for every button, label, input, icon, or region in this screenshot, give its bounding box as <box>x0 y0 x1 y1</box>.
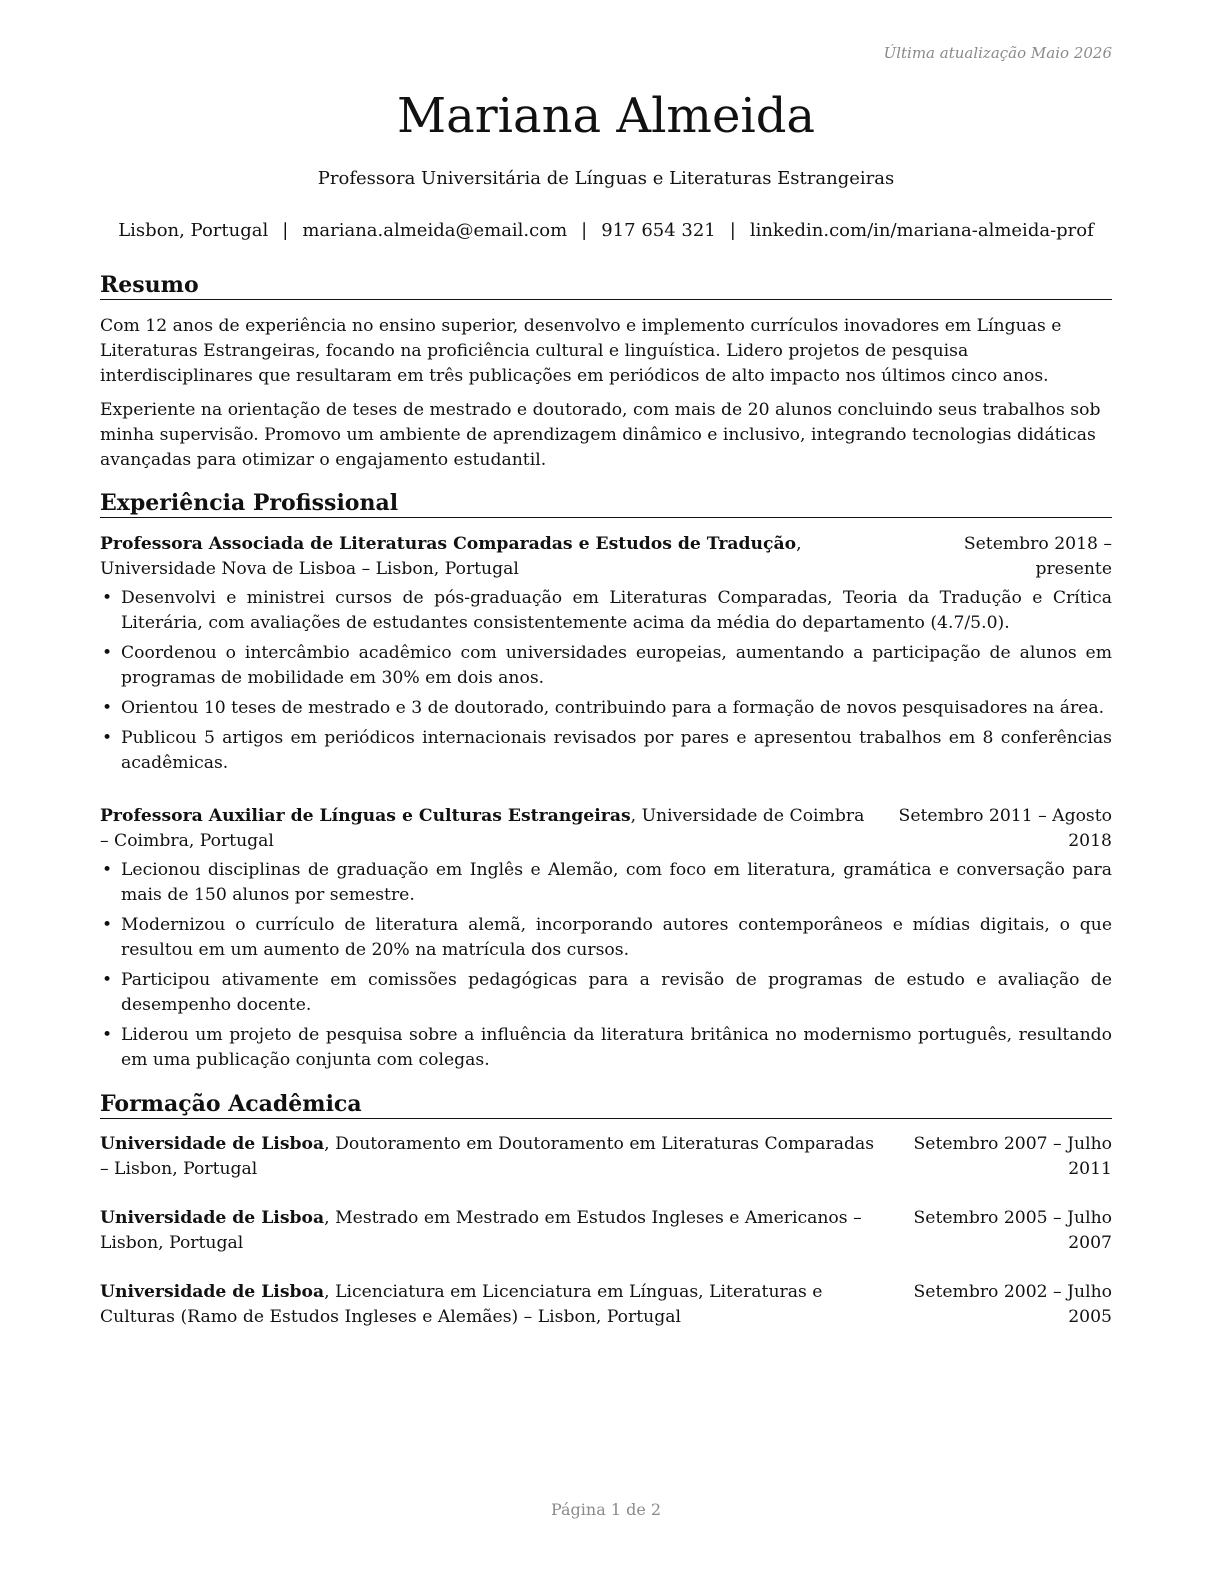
education-entry <box>100 1280 1112 1330</box>
job-bullet: • Orientou 10 teses de mestrado e 3 de doutorado, contribuindo para a formação de novos pesquisadores na área. <box>100 696 1112 721</box>
job-bullet: • Modernizou o currículo de literatura alemã, incorporando autores contemporâneos e mídias digitais, o que resultou em um aumento de 20% na matrícula dos cursos. <box>100 913 1112 963</box>
summary-paragraph: Experiente na orientação de teses de mestrado e doutorado, com mais de 20 alunos concluindo seus trabalhos sob minha supervisão. Promovo um ambiente de aprendizagem dinâmico e inclusivo, integrando tecnologias didáticas avançadas para otimizar o engajamento estudantil. <box>100 400 1101 470</box>
section-title-summary: Resumo <box>100 271 1112 300</box>
job-title-line <box>100 804 875 854</box>
job-bullets <box>100 858 1112 1073</box>
headline: Professora Universitária de Línguas e Literaturas Estrangeiras <box>317 168 895 189</box>
job-title-line <box>100 532 875 582</box>
education-entry <box>100 1206 1112 1256</box>
job-bullet: • Participou ativamente em comissões pedagógicas para a revisão de programas de estudo e avaliação de desempenho docente. <box>100 968 1112 1018</box>
job-entry <box>100 532 1112 781</box>
job-bullet: • Liderou um projeto de pesquisa sobre a influência da literatura britânica no modernismo português, resultando em uma publicação conjunta com colegas. <box>100 1023 1112 1073</box>
contact-separator: | <box>729 220 736 241</box>
job-bullet: • Publicou 5 artigos em periódicos internacionais revisados por pares e apresentou trabalhos em 8 conferências acadêmicas. <box>100 726 1112 776</box>
section-title-education: Formação Acadêmica <box>100 1090 1112 1119</box>
job-bullet: • Coordenou o intercâmbio acadêmico com universidades europeias, aumentando a participação de alunos em programas de mobilidade em 30% em dois anos. <box>100 641 1112 691</box>
education-details: , Mestrado em Mestrado em Estudos Ingleses e Americanos – Lisbon, Portugal <box>100 1208 862 1253</box>
contact-phone[interactable]: 917 654 321 <box>601 220 716 241</box>
job-org-location: , Universidade de Coimbra – Coimbra, Portugal <box>100 806 865 851</box>
education-institution: Universidade de Lisboa <box>100 1282 325 1302</box>
job-entry <box>100 804 1112 1078</box>
education-header <box>100 1206 1112 1256</box>
education-details: , Doutoramento em Doutoramento em Literaturas Comparadas – Lisbon, Portugal <box>100 1134 875 1179</box>
page-footer: Página 1 de 2 <box>550 1500 662 1519</box>
contact-line <box>100 218 1112 244</box>
job-bullet: • Desenvolvi e ministrei cursos de pós-graduação em Literaturas Comparadas, Teoria da Tradução e Crítica Literária, com avaliações de estudantes consistentemente acima da média do departamento (4.7/5.0). <box>100 586 1112 636</box>
education-institution: Universidade de Lisboa <box>100 1208 325 1228</box>
summary-paragraph: Com 12 anos de experiência no ensino superior, desenvolvo e implemento currículos inovadores em Línguas e Literaturas Estrangeiras, focando na proficiência cultural e linguística. Lidero projetos de pesquisa interdisciplinares que resultaram em três publicações em periódicos de alto impacto nos últimos cinco anos. <box>100 316 1062 386</box>
section-title-experience: Experiência Profissional <box>100 489 1112 518</box>
contact-separator: | <box>282 220 289 241</box>
job-role: Professora Associada de Literaturas Comparadas e Estudos de Tradução <box>100 534 797 554</box>
job-header <box>100 804 1112 854</box>
education-dates: Setembro 2007 – Julho 2011 <box>913 1134 1112 1179</box>
education-dates: Setembro 2002 – Julho 2005 <box>913 1282 1112 1327</box>
job-dates: Setembro 2018 – presente <box>963 534 1112 579</box>
contact-linkedin[interactable]: linkedin.com/in/mariana-almeida-prof <box>749 220 1094 241</box>
job-header <box>100 532 1112 582</box>
job-org-location: , Universidade Nova de Lisboa – Lisbon, Portugal <box>100 534 802 579</box>
education-header <box>100 1280 1112 1330</box>
education-line <box>100 1132 875 1182</box>
resume-page <box>100 0 1112 1584</box>
contact-email[interactable]: mariana.almeida@email.com <box>302 220 568 241</box>
last-updated: Última atualização Maio 2026 <box>883 44 1112 62</box>
contact-location: Lisbon, Portugal <box>118 220 269 241</box>
education-line <box>100 1206 875 1256</box>
job-bullet: • Lecionou disciplinas de graduação em Inglês e Alemão, com foco em literatura, gramática e conversação para mais de 150 alunos por semestre. <box>100 858 1112 908</box>
job-dates: Setembro 2011 – Agosto 2018 <box>898 806 1112 851</box>
candidate-name: Mariana Almeida <box>396 88 816 144</box>
contact-separator: | <box>581 220 588 241</box>
education-dates: Setembro 2005 – Julho 2007 <box>913 1208 1112 1253</box>
education-institution: Universidade de Lisboa <box>100 1134 325 1154</box>
education-line <box>100 1280 875 1330</box>
education-details: , Licenciatura em Licenciatura em Línguas, Literaturas e Culturas (Ramo de Estudos Ingleses e Alemães) – Lisbon, Portugal <box>100 1282 823 1327</box>
education-header <box>100 1132 1112 1182</box>
job-role: Professora Auxiliar de Línguas e Culturas Estrangeiras <box>100 806 631 826</box>
job-bullets <box>100 586 1112 776</box>
education-entry <box>100 1132 1112 1182</box>
